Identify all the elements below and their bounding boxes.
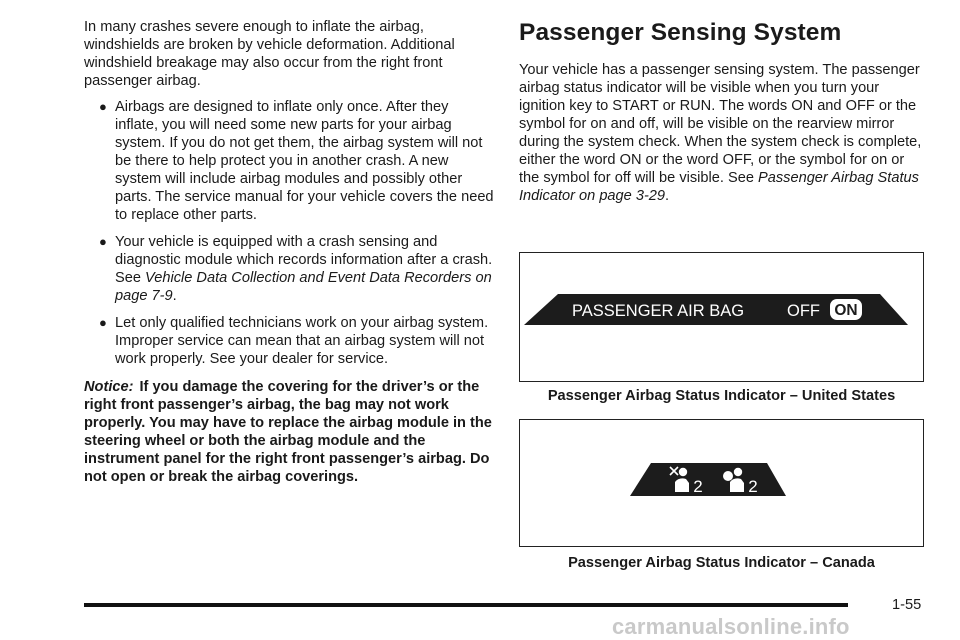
right-column [519, 18, 924, 205]
figure-caption-us: Passenger Airbag Status Indicator – United States [547, 388, 896, 404]
cross-reference-link[interactable]: Vehicle Data Collection and Event Data Recorders on page 7-9 [115, 270, 492, 304]
figure-us-indicator [519, 252, 924, 382]
us-indicator-illustration [520, 253, 922, 380]
bullet-item [84, 233, 494, 305]
bullet-tail: . [172, 288, 177, 304]
intro-paragraph: In many crashes severe enough to inflate the airbag, windshields are broken by vehicle deformation. Additional windshield breakage may also occur from the right front passenger airbag. [84, 19, 455, 89]
notice-paragraph [84, 378, 494, 486]
bullet-icon: ● [99, 99, 107, 114]
figure-canada-indicator [519, 419, 924, 547]
bullet-text: Your vehicle is equipped with a crash sensing and diagnostic module which records information after a crash. See [115, 234, 493, 286]
bullet-text: Let only qualified technicians work on your airbag system. Improper service can mean that an airbag system will not work properly. See your dealer for service. [115, 315, 489, 367]
watermark: carmanualsonline.info [612, 614, 850, 639]
canada-symbol-number: 2 [748, 477, 758, 496]
bullet-icon: ● [99, 234, 107, 249]
bullet-list [84, 98, 494, 368]
section-body [519, 61, 924, 205]
left-column [84, 18, 494, 486]
canada-symbol-number: 2 [693, 477, 703, 496]
figure-caption-canada: Passenger Airbag Status Indicator – Canada [568, 555, 875, 571]
bullet-icon: ● [99, 315, 107, 330]
bullet-text: Airbags are designed to inflate only once. After they inflate, you will need some new parts for your airbag system. If you do not get them, the airbag system will not be there to help protect you in another crash. A new system will include airbag modules and possibly other parts. The service manual for your vehicle covers the need to replace other parts. [115, 99, 494, 223]
indicator-label: PASSENGER AIR BAG [572, 302, 745, 320]
section-body-tail: . [665, 188, 670, 204]
canada-indicator-illustration [520, 420, 922, 545]
section-body-text: Your vehicle has a passenger sensing system. The passenger airbag status indicator will be visible when you turn your ignition key to START or RUN. The words ON and OFF or the symbol for on and off, will be visible on the rearview mirror during the system check. When the system check is complete, either the word ON or the word OFF, or the symbol for on or the symbol for off will be visible. See [519, 62, 922, 186]
cross-reference-link[interactable]: Passenger Airbag Status Indicator on page 3-29 [519, 170, 919, 204]
indicator-panel [630, 463, 786, 496]
indicator-on-text: ON [834, 302, 858, 319]
footer-rule [84, 603, 848, 607]
page-number: 1-55 [892, 597, 922, 613]
bullet-item [84, 98, 494, 224]
bullet-item [84, 314, 494, 368]
indicator-off-text: OFF [787, 302, 820, 320]
section-heading: Passenger Sensing System [519, 19, 842, 46]
notice-text: If you damage the covering for the driver’s or the right front passenger’s airbag, the bag may not work properly. You may have to replace the airbag module in the steering wheel or both the airbag module and the instrument panel for the right front passenger’s airbag. Do not open or break the airbag coverings. [84, 379, 492, 485]
notice-label: Notice: [84, 379, 134, 395]
